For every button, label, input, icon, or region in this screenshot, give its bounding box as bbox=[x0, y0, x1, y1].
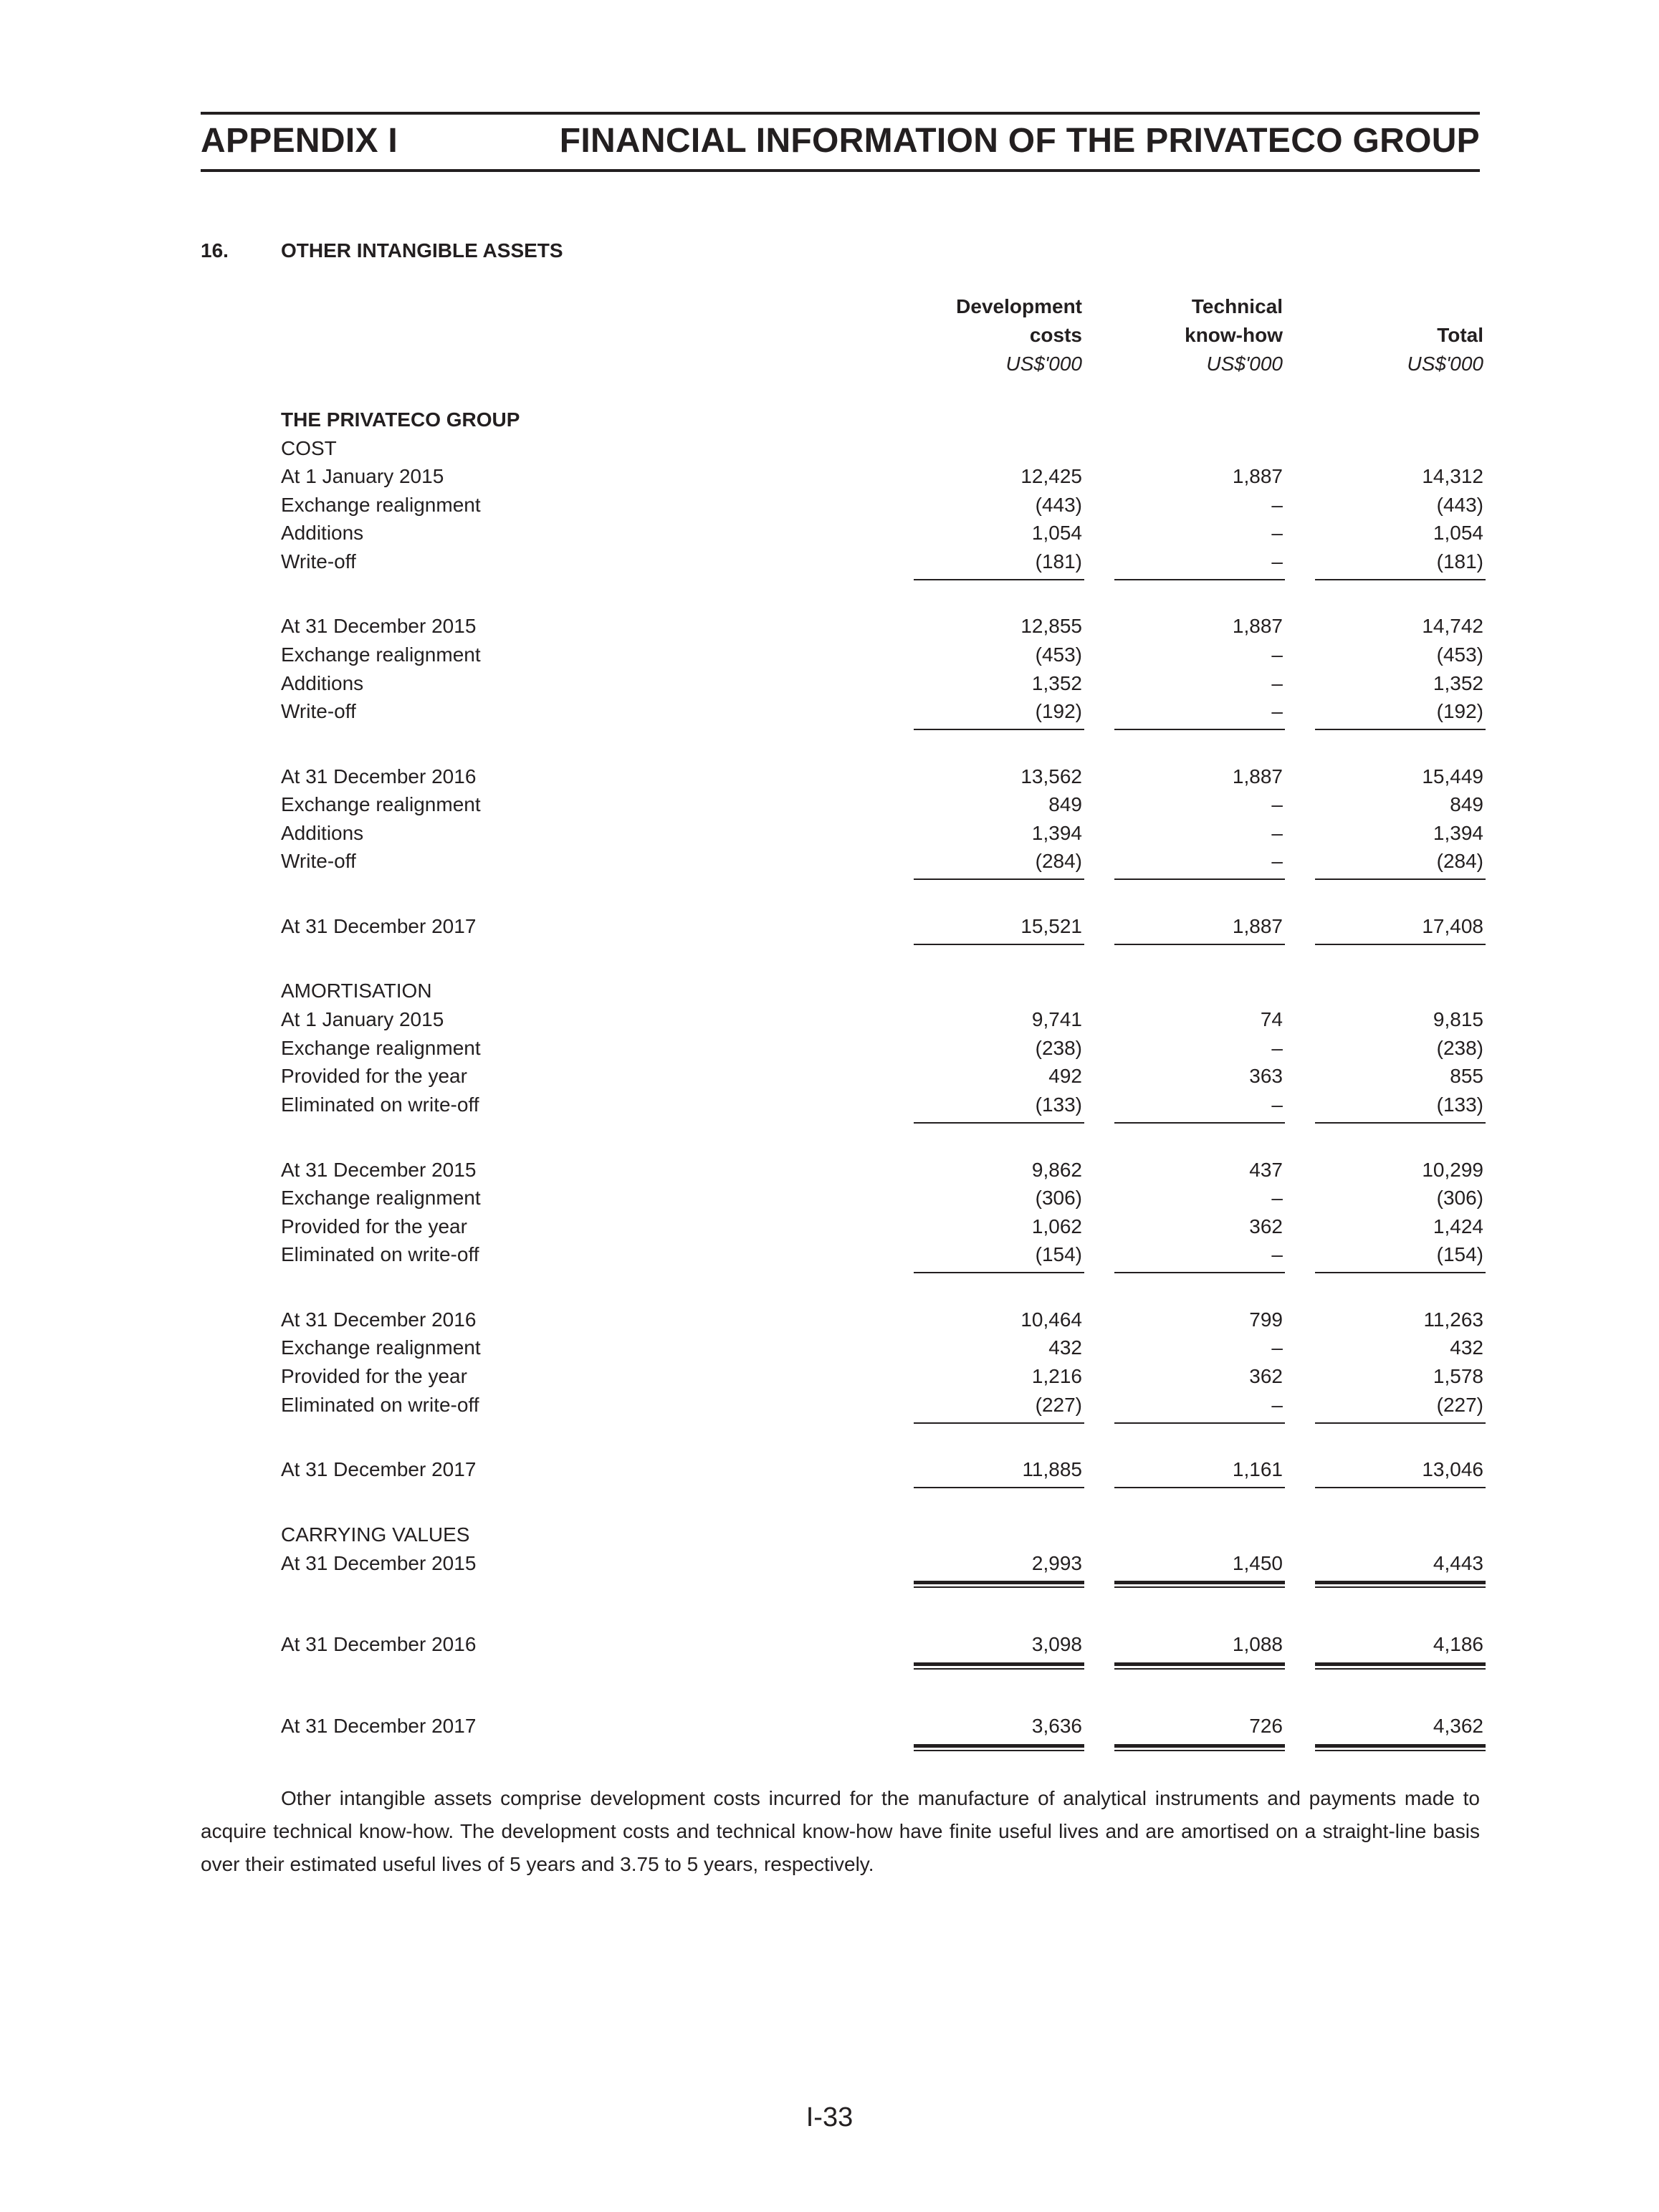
know-how-cell: 1,088 bbox=[1232, 1633, 1283, 1655]
total-cell: (238) bbox=[1436, 1037, 1483, 1059]
total-double-rule bbox=[1315, 1662, 1486, 1670]
know-how-cell: – bbox=[1271, 1187, 1283, 1209]
table-row bbox=[0, 1334, 1659, 1362]
col-dev-header-line2: costs bbox=[1029, 324, 1082, 346]
table-row bbox=[0, 491, 1659, 520]
subtotal-rule bbox=[914, 729, 1084, 730]
total-cell: 13,046 bbox=[1422, 1458, 1483, 1480]
subtotal-rule bbox=[1114, 729, 1285, 730]
dev-costs-cell: 1,394 bbox=[1031, 822, 1082, 844]
subtotal-rule bbox=[1114, 878, 1285, 880]
row-label: At 31 December 2015 bbox=[281, 615, 477, 637]
subtotal-rule bbox=[1315, 729, 1486, 730]
col-dev-header-line1: Development bbox=[956, 295, 1082, 317]
total-cell: (453) bbox=[1436, 643, 1483, 666]
row-label: Provided for the year bbox=[281, 1215, 467, 1237]
dev-costs-cell: (443) bbox=[1035, 494, 1082, 516]
know-how-cell: – bbox=[1271, 550, 1283, 573]
row-label: Additions bbox=[281, 822, 364, 844]
total-cell: 1,054 bbox=[1433, 522, 1483, 544]
table-row bbox=[0, 669, 1659, 698]
know-how-cell: – bbox=[1271, 522, 1283, 544]
group-heading: THE PRIVATECO GROUP bbox=[281, 408, 520, 431]
row-label: At 31 December 2016 bbox=[281, 765, 477, 787]
row-label: Provided for the year bbox=[281, 1065, 467, 1087]
header-bottom-rule bbox=[201, 169, 1480, 172]
know-how-cell: – bbox=[1271, 1394, 1283, 1416]
total-cell: 849 bbox=[1450, 793, 1483, 815]
dev-costs-cell: (453) bbox=[1035, 643, 1082, 666]
row-label: Exchange realignment bbox=[281, 793, 481, 815]
table-row bbox=[0, 1062, 1659, 1091]
total-cell: (133) bbox=[1436, 1093, 1483, 1116]
total-cell: 1,424 bbox=[1433, 1215, 1483, 1237]
dev-costs-cell: (284) bbox=[1035, 850, 1082, 872]
table-row bbox=[0, 847, 1659, 876]
know-how-cell: 1,887 bbox=[1232, 915, 1283, 937]
total-cell: (306) bbox=[1436, 1187, 1483, 1209]
table-row bbox=[0, 1391, 1659, 1419]
subtotal-rule bbox=[1315, 1422, 1486, 1424]
table-row bbox=[0, 612, 1659, 641]
section-title: OTHER INTANGIBLE ASSETS bbox=[281, 239, 563, 262]
note-paragraph bbox=[201, 1782, 1480, 1881]
row-label: Exchange realignment bbox=[281, 1187, 481, 1209]
row-label: At 31 December 2016 bbox=[281, 1308, 477, 1331]
know-how-cell: – bbox=[1271, 672, 1283, 694]
appendix-title: FINANCIAL INFORMATION OF THE PRIVATECO GROUP bbox=[559, 122, 1480, 160]
know-how-cell: – bbox=[1271, 850, 1283, 872]
dev-costs-cell: 492 bbox=[1048, 1065, 1082, 1087]
know-how-cell: – bbox=[1271, 1336, 1283, 1359]
table-row bbox=[0, 1091, 1659, 1119]
row-label: Eliminated on write-off bbox=[281, 1093, 479, 1116]
know-how-cell: – bbox=[1271, 1037, 1283, 1059]
subtotal-rule bbox=[1114, 1487, 1285, 1488]
dev-costs-cell: 1,352 bbox=[1031, 672, 1082, 694]
total-double-rule bbox=[914, 1662, 1084, 1670]
table-row bbox=[0, 1549, 1659, 1578]
total-double-rule bbox=[914, 1744, 1084, 1751]
subtotal-rule bbox=[1315, 1272, 1486, 1273]
subtotal-rule bbox=[1114, 1272, 1285, 1273]
dev-costs-cell: 1,062 bbox=[1031, 1215, 1082, 1237]
row-label: Eliminated on write-off bbox=[281, 1243, 479, 1265]
col-tech-unit: US$'000 bbox=[1206, 353, 1283, 375]
know-how-cell: – bbox=[1271, 822, 1283, 844]
row-label: Exchange realignment bbox=[281, 494, 481, 516]
dev-costs-cell: 9,741 bbox=[1031, 1008, 1082, 1030]
note-text: Other intangible assets comprise development costs incurred for the manufacture of analytical instruments and payments made to acquire technical know-how. The development costs and technical know-how have finite useful lives and are amortised on a straight-line basis over their estimated useful lives of 5 years and 3.75 to 5 years, respectively. bbox=[201, 1787, 1480, 1875]
know-how-cell: 1,887 bbox=[1232, 615, 1283, 637]
dev-costs-cell: (306) bbox=[1035, 1187, 1082, 1209]
total-cell: 432 bbox=[1450, 1336, 1483, 1359]
total-double-rule bbox=[1114, 1744, 1285, 1751]
subtotal-rule bbox=[914, 1487, 1084, 1488]
subtotal-rule bbox=[1114, 579, 1285, 580]
dev-costs-cell: 9,862 bbox=[1031, 1159, 1082, 1181]
row-label: Write-off bbox=[281, 550, 356, 573]
dev-costs-cell: (238) bbox=[1035, 1037, 1082, 1059]
know-how-cell: 362 bbox=[1249, 1365, 1283, 1387]
subtotal-rule bbox=[1315, 579, 1486, 580]
subtotal-rule bbox=[1114, 944, 1285, 945]
total-cell: 14,312 bbox=[1422, 465, 1483, 487]
dev-costs-cell: (154) bbox=[1035, 1243, 1082, 1265]
table-row bbox=[0, 519, 1659, 547]
total-cell: (181) bbox=[1436, 550, 1483, 573]
table-row bbox=[0, 1455, 1659, 1484]
total-double-rule bbox=[914, 1581, 1084, 1588]
table-row bbox=[0, 1306, 1659, 1334]
subtotal-rule bbox=[1315, 878, 1486, 880]
total-cell: 15,449 bbox=[1422, 765, 1483, 787]
row-label: At 31 December 2017 bbox=[281, 915, 477, 937]
total-cell: 4,362 bbox=[1433, 1715, 1483, 1737]
dev-costs-cell: 849 bbox=[1048, 793, 1082, 815]
row-label: CARRYING VALUES bbox=[281, 1523, 470, 1546]
row-label: At 31 December 2017 bbox=[281, 1715, 477, 1737]
table-row bbox=[0, 1034, 1659, 1063]
know-how-cell: 1,887 bbox=[1232, 465, 1283, 487]
row-label: Additions bbox=[281, 522, 364, 544]
subtotal-rule bbox=[914, 878, 1084, 880]
total-double-rule bbox=[1114, 1581, 1285, 1588]
row-label: Write-off bbox=[281, 850, 356, 872]
total-cell: 9,815 bbox=[1433, 1008, 1483, 1030]
total-cell: (154) bbox=[1436, 1243, 1483, 1265]
row-label: Provided for the year bbox=[281, 1365, 467, 1387]
table-row bbox=[0, 1240, 1659, 1269]
table-row bbox=[0, 1630, 1659, 1659]
subtotal-rule bbox=[1315, 1487, 1486, 1488]
dev-costs-cell: 12,855 bbox=[1020, 615, 1082, 637]
dev-costs-cell: 15,521 bbox=[1020, 915, 1082, 937]
subtotal-rule bbox=[914, 1422, 1084, 1424]
table-row bbox=[0, 977, 1659, 1005]
table-row bbox=[0, 434, 1659, 463]
total-cell: 1,352 bbox=[1433, 672, 1483, 694]
dev-costs-cell: (133) bbox=[1035, 1093, 1082, 1116]
dev-costs-cell: (227) bbox=[1035, 1394, 1082, 1416]
table-row bbox=[0, 912, 1659, 941]
row-label: Eliminated on write-off bbox=[281, 1394, 479, 1416]
total-cell: (443) bbox=[1436, 494, 1483, 516]
table-row bbox=[0, 1005, 1659, 1034]
total-cell: 17,408 bbox=[1422, 915, 1483, 937]
col-total-header: Total bbox=[1437, 324, 1483, 346]
total-double-rule bbox=[1114, 1662, 1285, 1670]
section-number: 16. bbox=[201, 239, 229, 262]
know-how-cell: – bbox=[1271, 643, 1283, 666]
col-dev-unit: US$'000 bbox=[1005, 353, 1082, 375]
know-how-cell: – bbox=[1271, 1093, 1283, 1116]
appendix-label: APPENDIX I bbox=[201, 122, 398, 160]
row-label: At 31 December 2015 bbox=[281, 1159, 477, 1181]
row-label: At 31 December 2016 bbox=[281, 1633, 477, 1655]
table-row bbox=[0, 1212, 1659, 1241]
know-how-cell: 726 bbox=[1249, 1715, 1283, 1737]
row-label: At 31 December 2017 bbox=[281, 1458, 477, 1480]
total-cell: (227) bbox=[1436, 1394, 1483, 1416]
dev-costs-cell: 3,636 bbox=[1031, 1715, 1082, 1737]
know-how-cell: 1,450 bbox=[1232, 1552, 1283, 1574]
know-how-cell: – bbox=[1271, 700, 1283, 722]
col-total-unit: US$'000 bbox=[1407, 353, 1483, 375]
total-cell: 10,299 bbox=[1422, 1159, 1483, 1181]
dev-costs-cell: 1,216 bbox=[1031, 1365, 1082, 1387]
table-row bbox=[0, 1712, 1659, 1741]
subtotal-rule bbox=[1315, 1122, 1486, 1124]
total-double-rule bbox=[1315, 1744, 1486, 1751]
know-how-cell: 1,161 bbox=[1232, 1458, 1283, 1480]
dev-costs-cell: 12,425 bbox=[1020, 465, 1082, 487]
subtotal-rule bbox=[914, 1122, 1084, 1124]
total-cell: 11,263 bbox=[1423, 1308, 1483, 1331]
dev-costs-cell: 10,464 bbox=[1020, 1308, 1082, 1331]
total-cell: 4,186 bbox=[1433, 1633, 1483, 1655]
table-row bbox=[0, 697, 1659, 726]
dev-costs-cell: 1,054 bbox=[1031, 522, 1082, 544]
table-row bbox=[0, 762, 1659, 791]
subtotal-rule bbox=[914, 1272, 1084, 1273]
total-cell: 1,578 bbox=[1433, 1365, 1483, 1387]
row-label: At 1 January 2015 bbox=[281, 465, 444, 487]
dev-costs-cell: 11,885 bbox=[1022, 1458, 1082, 1480]
dev-costs-cell: (181) bbox=[1035, 550, 1082, 573]
subtotal-rule bbox=[1315, 944, 1486, 945]
row-label: Exchange realignment bbox=[281, 643, 481, 666]
row-label: At 31 December 2015 bbox=[281, 1552, 477, 1574]
table-row bbox=[0, 819, 1659, 848]
table-row bbox=[0, 1184, 1659, 1212]
dev-costs-cell: 432 bbox=[1048, 1336, 1082, 1359]
know-how-cell: 437 bbox=[1249, 1159, 1283, 1181]
table-row bbox=[0, 462, 1659, 491]
total-cell: 4,443 bbox=[1433, 1552, 1483, 1574]
know-how-cell: 799 bbox=[1249, 1308, 1283, 1331]
total-double-rule bbox=[1315, 1581, 1486, 1588]
table-row bbox=[0, 1156, 1659, 1184]
row-label: Write-off bbox=[281, 700, 356, 722]
row-label: Exchange realignment bbox=[281, 1037, 481, 1059]
table-row bbox=[0, 790, 1659, 819]
total-cell: (192) bbox=[1436, 700, 1483, 722]
know-how-cell: 363 bbox=[1249, 1065, 1283, 1087]
row-label: Additions bbox=[281, 672, 364, 694]
table-row bbox=[0, 1362, 1659, 1391]
row-label: COST bbox=[281, 437, 337, 459]
know-how-cell: 362 bbox=[1249, 1215, 1283, 1237]
know-how-cell: – bbox=[1271, 793, 1283, 815]
row-label: AMORTISATION bbox=[281, 980, 432, 1002]
subtotal-rule bbox=[914, 944, 1084, 945]
subtotal-rule bbox=[1114, 1422, 1285, 1424]
total-cell: (284) bbox=[1436, 850, 1483, 872]
row-label: Exchange realignment bbox=[281, 1336, 481, 1359]
subtotal-rule bbox=[1114, 1122, 1285, 1124]
know-how-cell: 74 bbox=[1260, 1008, 1283, 1030]
know-how-cell: 1,887 bbox=[1232, 765, 1283, 787]
total-cell: 14,742 bbox=[1422, 615, 1483, 637]
dev-costs-cell: 13,562 bbox=[1020, 765, 1082, 787]
total-cell: 855 bbox=[1450, 1065, 1483, 1087]
dev-costs-cell: (192) bbox=[1035, 700, 1082, 722]
table-row bbox=[0, 547, 1659, 576]
table-row bbox=[0, 1521, 1659, 1549]
col-tech-header-line2: know-how bbox=[1185, 324, 1283, 346]
header-top-rule bbox=[201, 112, 1480, 115]
col-tech-header-line1: Technical bbox=[1191, 295, 1283, 317]
know-how-cell: – bbox=[1271, 1243, 1283, 1265]
total-cell: 1,394 bbox=[1433, 822, 1483, 844]
know-how-cell: – bbox=[1271, 494, 1283, 516]
dev-costs-cell: 2,993 bbox=[1031, 1552, 1082, 1574]
row-label: At 1 January 2015 bbox=[281, 1008, 444, 1030]
dev-costs-cell: 3,098 bbox=[1031, 1633, 1082, 1655]
page-number: I-33 bbox=[805, 2102, 854, 2132]
group-heading-row bbox=[0, 406, 1659, 434]
table-row bbox=[0, 641, 1659, 669]
subtotal-rule bbox=[914, 579, 1084, 580]
